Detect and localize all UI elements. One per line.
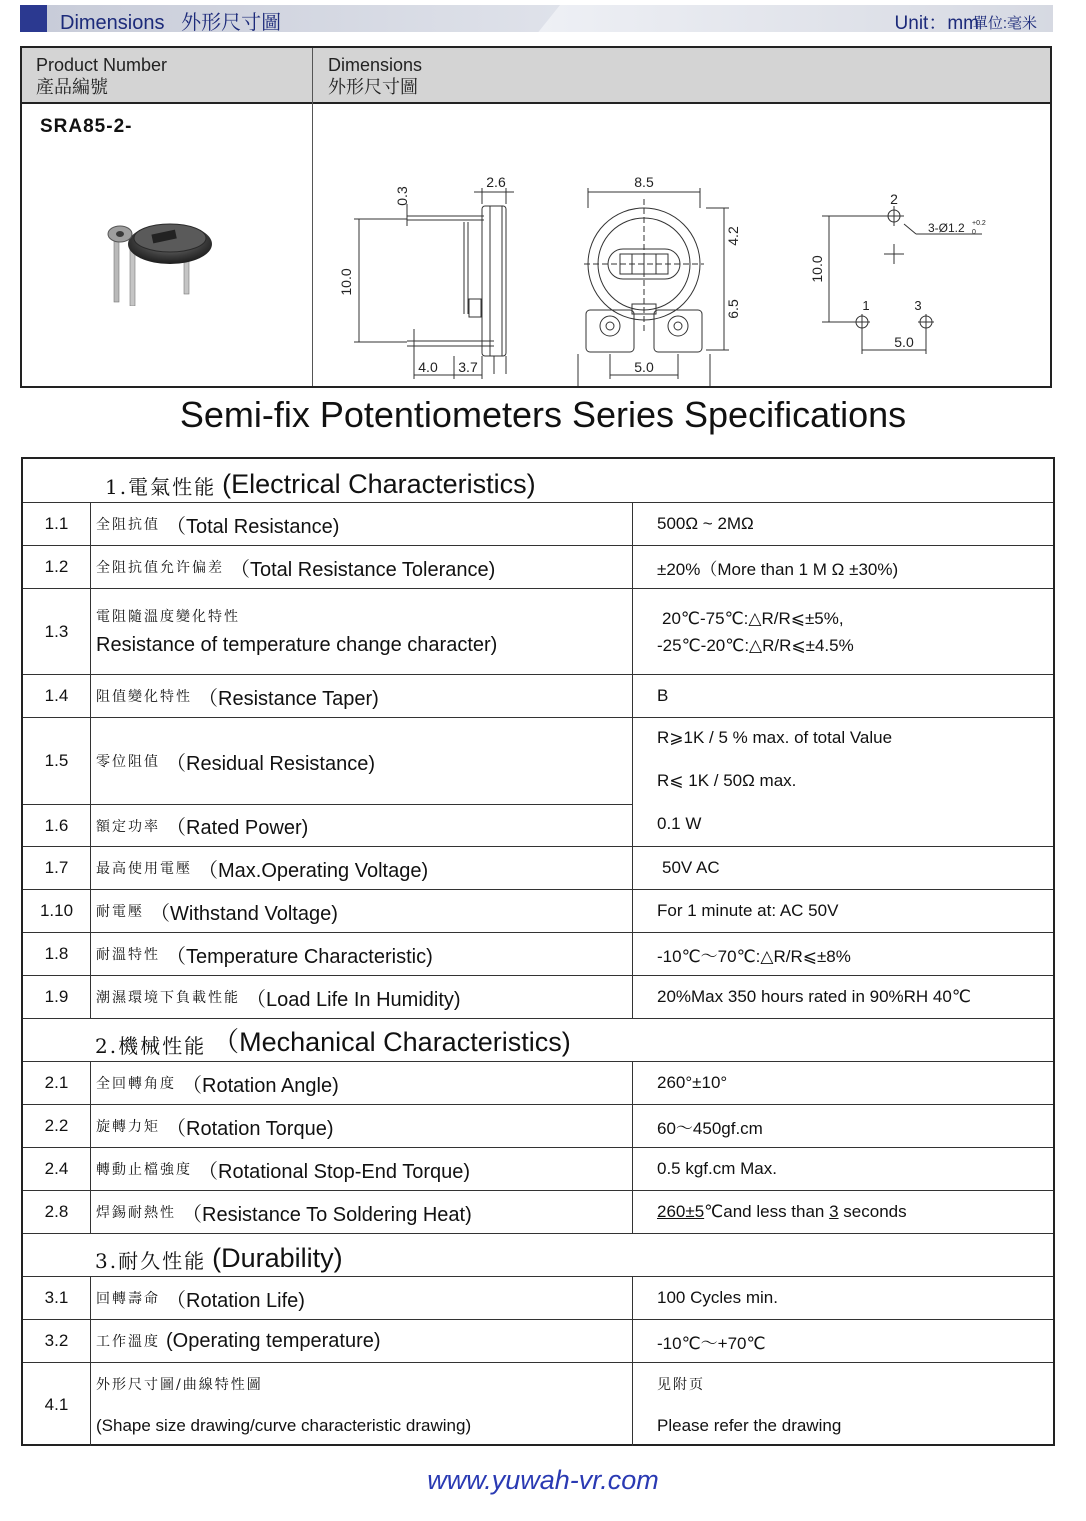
section-1-cn: 1.電氣性能: [105, 475, 217, 499]
row-desc-cn: 耐溫特性: [96, 947, 160, 963]
section-2-title: [95, 1019, 571, 1061]
product-table: [20, 46, 1052, 388]
row-number: 1.1: [23, 503, 91, 545]
row-desc-cn: 阻值變化特性: [96, 689, 192, 705]
row-value: For 1 minute at: AC 50V: [657, 901, 839, 920]
row-desc-cn: 潮濕環境下負載性能: [96, 990, 240, 1006]
row-desc: [91, 1363, 633, 1446]
row-value: [633, 1191, 1053, 1233]
row-value-line3: 0.1 W: [657, 814, 702, 833]
section-1-en: (Electrical Characteristics): [222, 469, 536, 499]
dim-front-pitch: 5.0: [634, 359, 654, 375]
product-number-header-en: Product Number: [36, 55, 168, 75]
row-desc-cn: 工作溫度: [96, 1334, 160, 1350]
row-value: 60～450gf.cm: [657, 1118, 763, 1138]
row-value: 20%Max 350 hours rated in 90%RH 40℃: [657, 987, 971, 1006]
spec-table: [21, 457, 1055, 1446]
row-number: 1.5: [23, 718, 91, 804]
row-desc: [91, 890, 633, 932]
hole-pin3-label: 3: [914, 298, 922, 313]
row-number: 1.6: [23, 804, 91, 847]
section-1-row: [23, 459, 1053, 502]
row-value: ±20%（More than 1 M Ω ±30%): [657, 559, 899, 579]
row-value-line1: 20℃-75℃:△R/R⩽±5%,: [662, 608, 844, 628]
dimensions-header-en: Dimensions: [328, 55, 423, 75]
row-desc-en: Resistance of temperature change character): [96, 634, 498, 656]
row-desc-cn: 旋轉力矩: [96, 1119, 160, 1135]
table-row: [23, 545, 1053, 588]
row-number: 2.2: [23, 1105, 91, 1147]
row-desc-cn: 耐電壓: [96, 904, 144, 920]
row-desc: [91, 503, 633, 545]
merged-row-group: [23, 717, 1053, 846]
main-title: Semi-fix Potentiometers Series Specifications: [179, 394, 907, 435]
table-row: [23, 1061, 1053, 1104]
row-number: 2.1: [23, 1062, 91, 1104]
table-row: [23, 502, 1053, 545]
row-desc-en: （Residual Resistance): [166, 752, 375, 775]
row-value-line2: R⩽ 1K / 50Ω max.: [657, 771, 797, 790]
row-desc-en: （Max.Operating Voltage): [198, 859, 429, 882]
table-row: [23, 889, 1053, 932]
row-value-line1: R⩾1K / 5 % max. of total Value: [657, 728, 893, 747]
dim-front-total: [634, 385, 654, 386]
product-number-header: [36, 54, 167, 98]
hole-tol-low: 0: [972, 229, 976, 236]
row-desc: [91, 933, 633, 975]
row-number: 3.1: [23, 1277, 91, 1319]
dimensions-header-cn: 外形尺寸圖: [328, 77, 418, 97]
row-number: 1.2: [23, 546, 91, 588]
table-row: [23, 588, 1053, 674]
row-value-cn: 见附页: [657, 1376, 705, 1393]
row-desc-en: （Withstand Voltage): [150, 902, 338, 925]
table-row: [23, 975, 1053, 1018]
row-desc-cn: 回轉壽命: [96, 1291, 160, 1307]
row-desc-en: （Resistance Taper): [198, 687, 379, 710]
row-number: 2.8: [23, 1191, 91, 1233]
row-desc-cn: 電阻隨溫度變化特性: [96, 609, 240, 625]
header-unit: Unit：mm: [894, 13, 979, 34]
row-value-line2: -25℃-20℃:△R/R⩽±4.5%: [657, 635, 854, 655]
dimensions-header: [328, 54, 422, 98]
dim-front-width: 8.5: [634, 174, 654, 190]
row-number: 1.3: [23, 589, 91, 674]
table-row: [23, 674, 1053, 717]
header-square-icon: [20, 5, 47, 32]
row-desc: [91, 804, 633, 847]
row-desc-cn: 全阻抗值允许偏差: [96, 560, 224, 576]
row-value: 500Ω ~ 2MΩ: [657, 514, 754, 533]
row-value: -10℃～70℃:△R/R⩽±8%: [657, 946, 851, 966]
row-value-temp: 260±5: [657, 1202, 705, 1221]
row-desc: [91, 589, 633, 674]
row-desc-en: （Rotation Torque): [166, 1117, 334, 1140]
row-desc-en: (Shape size drawing/curve characteristic drawing): [96, 1415, 472, 1435]
row-desc: [91, 847, 633, 889]
section-2-cn: 2.機械性能: [95, 1034, 207, 1058]
dim-side-bottom-b: 3.7: [458, 359, 478, 375]
row-desc-cn: 外形尺寸圖/曲線特性圖: [96, 1376, 263, 1393]
section-3-cn: 3.耐久性能: [95, 1249, 207, 1273]
dimension-drawing: [314, 104, 1050, 386]
row-desc-en: (Operating temperature): [166, 1329, 381, 1352]
product-number: SRA85-2-: [40, 116, 133, 137]
row-desc: [91, 1277, 633, 1319]
row-desc-en: （Temperature Characteristic): [166, 945, 433, 968]
table-row: [23, 1147, 1053, 1190]
table-row: [23, 1319, 1053, 1362]
row-desc-en: （Rated Power): [166, 817, 309, 839]
row-desc-cn: 最高使用電壓: [96, 861, 192, 877]
row-desc-cn: 零位阻值: [96, 754, 160, 770]
potentiometer-photo: [100, 216, 220, 306]
header-title-cn: 外形尺寸圖: [181, 12, 282, 34]
row-desc-cn: 焊錫耐熱性: [96, 1205, 176, 1221]
section-3-en: (Durability): [212, 1243, 343, 1273]
dim-side-bottom-a: 4.0: [418, 359, 438, 375]
row-desc: [91, 1148, 633, 1190]
row-desc: [91, 976, 633, 1018]
row-desc-cn: 轉動止檔強度: [96, 1162, 192, 1178]
row-value-seconds: 3: [829, 1202, 839, 1221]
row-number: 4.1: [23, 1363, 91, 1446]
row-value: [633, 1363, 1053, 1446]
dim-side-height: 10.0: [338, 268, 354, 296]
dim-side-top: 0.3: [394, 186, 410, 206]
header-bar: [20, 5, 1053, 32]
row-number: 1.8: [23, 933, 91, 975]
header-title: [60, 6, 281, 35]
header-title-en: Dimensions: [60, 12, 165, 34]
section-3-row: [23, 1233, 1053, 1276]
table-row: [23, 1104, 1053, 1147]
row-desc: [91, 718, 633, 804]
dim-front-lower: 6.5: [725, 299, 741, 319]
product-table-divider: [312, 48, 313, 386]
row-desc: [91, 675, 633, 717]
row-value: 260°±10°: [657, 1073, 728, 1092]
dim-front-upper: 4.2: [725, 226, 741, 246]
table-row: [23, 1276, 1053, 1319]
row-desc-cn: 額定功率: [96, 818, 160, 835]
row-number: 2.4: [23, 1148, 91, 1190]
section-2-row: [23, 1018, 1053, 1061]
row-desc-en: （Total Resistance Tolerance): [230, 558, 496, 581]
row-value: 0.5 kgf.cm Max.: [657, 1159, 777, 1178]
row-value: -10℃～+70℃: [657, 1333, 766, 1353]
hole-spec: 3-Ø1.2: [928, 221, 965, 235]
row-value: 50V AC: [662, 858, 720, 877]
section-1-title: [105, 459, 536, 502]
row-desc: [91, 1320, 633, 1362]
row-number: 1.9: [23, 976, 91, 1018]
product-table-header: [22, 48, 1050, 104]
table-row: [23, 932, 1053, 975]
row-number: 1.4: [23, 675, 91, 717]
table-row: [23, 846, 1053, 889]
hole-pin2-label: 2: [890, 191, 898, 207]
row-desc-en: （Resistance To Soldering Heat): [182, 1203, 472, 1226]
row-desc: [91, 546, 633, 588]
table-row: [23, 1362, 1053, 1446]
product-number-header-cn: 產品編號: [36, 77, 108, 97]
row-value: 100 Cycles min.: [657, 1288, 778, 1307]
dim-side-width: 2.6: [486, 174, 506, 190]
row-value: [633, 589, 1053, 674]
table-row: [23, 1190, 1053, 1233]
row-desc-en: （Rotation Angle): [182, 1074, 339, 1097]
row-desc: [91, 1105, 633, 1147]
row-desc-en: （Load Life In Humidity): [246, 988, 461, 1011]
row-value-tail: seconds: [838, 1202, 907, 1221]
row-number: 3.2: [23, 1320, 91, 1362]
hole-height: 10.0: [809, 255, 825, 283]
row-desc-cn: 全回轉角度: [96, 1076, 176, 1092]
row-desc-en: （Total Resistance): [166, 515, 340, 538]
footer-url[interactable]: www.yuwah-vr.com: [427, 1465, 659, 1495]
row-number: 1.7: [23, 847, 91, 889]
row-value: [633, 718, 1053, 846]
header-unit-cn: 單位:毫米: [972, 15, 1037, 32]
row-number: 1.10: [23, 890, 91, 932]
row-desc-en: （Rotational Stop-End Torque): [198, 1160, 471, 1183]
row-desc-cn: 全阻抗值: [96, 517, 160, 533]
row-desc: [91, 1062, 633, 1104]
row-desc: [91, 1191, 633, 1233]
row-value-en: Please refer the drawing: [657, 1415, 842, 1435]
hole-tol: +0.2: [972, 220, 986, 227]
row-desc-en: （Rotation Life): [166, 1289, 305, 1312]
hole-pitch: 5.0: [894, 334, 914, 350]
row-value-mid: ℃and less than: [704, 1202, 830, 1221]
section-2-en: （Mechanical Characteristics): [212, 1027, 571, 1057]
hole-pin1-label: 1: [862, 298, 870, 313]
section-3-title: [95, 1234, 343, 1276]
row-value: B: [657, 686, 669, 705]
